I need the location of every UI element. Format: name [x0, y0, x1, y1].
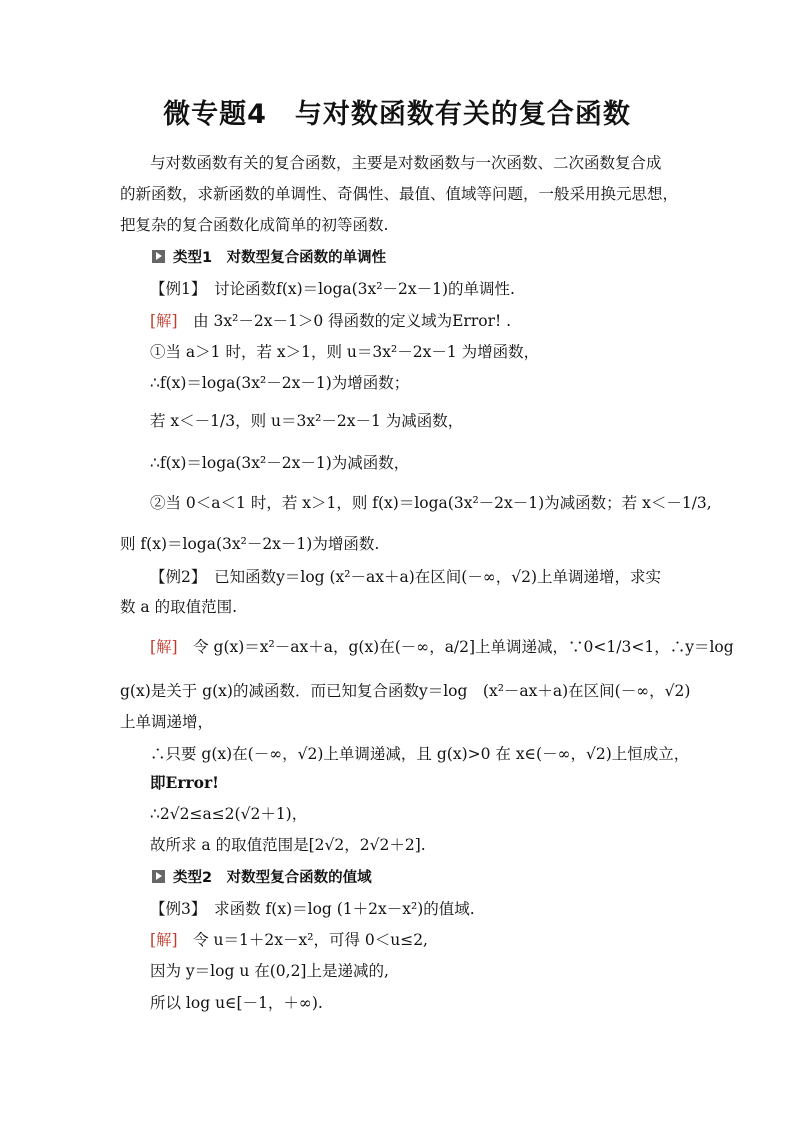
example-3-line-1: [150, 929, 428, 951]
example-2-question-1: 【例2】 已知函数y＝log (x²－ax＋a)在区间(－∞，√2)上单调递增，求实: [150, 568, 662, 586]
solution-marker: [解]: [150, 638, 178, 656]
example-1-line-6: ②当 0＜a＜1 时，若 x＞1，则 f(x)＝loga(3x²－2x－1)为减函数；若 x＜－1/3,: [150, 494, 712, 512]
example-3-question: 【例3】 求函数 f(x)＝log (1＋2x－x²)的值域.: [150, 900, 475, 918]
example-1-line-4: 若 x＜－1/3，则 u＝3x²－2x－1 为减函数，: [150, 412, 464, 430]
section-label: 类型1 对数型复合函数的单调性: [173, 250, 387, 266]
example-2-line-7: 故所求 a 的取值范围是[2√2，2√2＋2].: [150, 836, 426, 854]
example-2-line-3: 上单调递增，: [120, 713, 214, 731]
example-2-line-1: [150, 636, 734, 658]
example-2-question-2: 数 a 的取值范围.: [120, 598, 238, 616]
example-1-line-5: ∴f(x)＝loga(3x²－2x－1)为减函数，: [150, 454, 410, 472]
example-1-line-7: 则 f(x)＝loga(3x²－2x－1)为增函数.: [120, 535, 380, 553]
example-3-line-2: 因为 y＝log u 在(0,2]上是递减的,: [150, 962, 389, 980]
play-arrow-icon: [152, 870, 165, 883]
example-1-line-2: ①当 a＞1 时，若 x＞1，则 u＝3x²－2x－1 为增函数，: [150, 343, 540, 361]
intro-line-3: 把复杂的复合函数化成简单的初等函数.: [120, 216, 389, 234]
solution-marker: [解]: [150, 931, 178, 949]
example-2-line-5: 即Error!: [150, 773, 219, 792]
play-arrow-icon: [152, 250, 165, 263]
example-2-line-2: g(x)是关于 g(x)的减函数．而已知复合函数y＝log (x²－ax＋a)在区间(－∞，√2): [120, 682, 691, 700]
solution-marker: [解]: [150, 312, 178, 330]
solution-text: 令 g(x)＝x²－ax＋a，g(x)在(－∞，a/2]上单调递减，∵0<1/3<1，∴y＝log: [177, 638, 734, 656]
section-heading-1: [152, 246, 386, 269]
intro-line-2: 的新函数，求新函数的单调性、奇偶性、最值、值域等问题，一般采用换元思想，: [120, 185, 679, 203]
solution-text: 由 3x²－2x－1＞0 得函数的定义域为Error! .: [177, 312, 512, 330]
example-1-question: 【例1】 讨论函数f(x)＝loga(3x²－2x－1)的单调性.: [150, 280, 515, 298]
intro-line-1: 与对数函数有关的复合函数，主要是对数函数与一次函数、二次函数复合成: [150, 154, 662, 172]
example-1-line-3: ∴f(x)＝loga(3x²－2x－1)为增函数；: [150, 374, 410, 392]
solution-text: 令 u＝1＋2x－x²，可得 0＜u≤2,: [177, 931, 428, 949]
section-label: 类型2 对数型复合函数的值域: [173, 870, 372, 886]
example-3-line-3: 所以 log u∈[－1，＋∞).: [150, 994, 323, 1012]
example-2-line-6: ∴2√2≤a≤2(√2＋1)，: [150, 805, 308, 823]
section-heading-2: [152, 866, 372, 889]
example-2-line-4: ∴只要 g(x)在(－∞，√2)上单调递减，且 g(x)>0 在 x∈(－∞，√2)上恒成立，: [150, 745, 690, 763]
example-1-line-1: [150, 310, 511, 332]
page-title: 微专题4 与对数函数有关的复合函数: [163, 99, 631, 130]
